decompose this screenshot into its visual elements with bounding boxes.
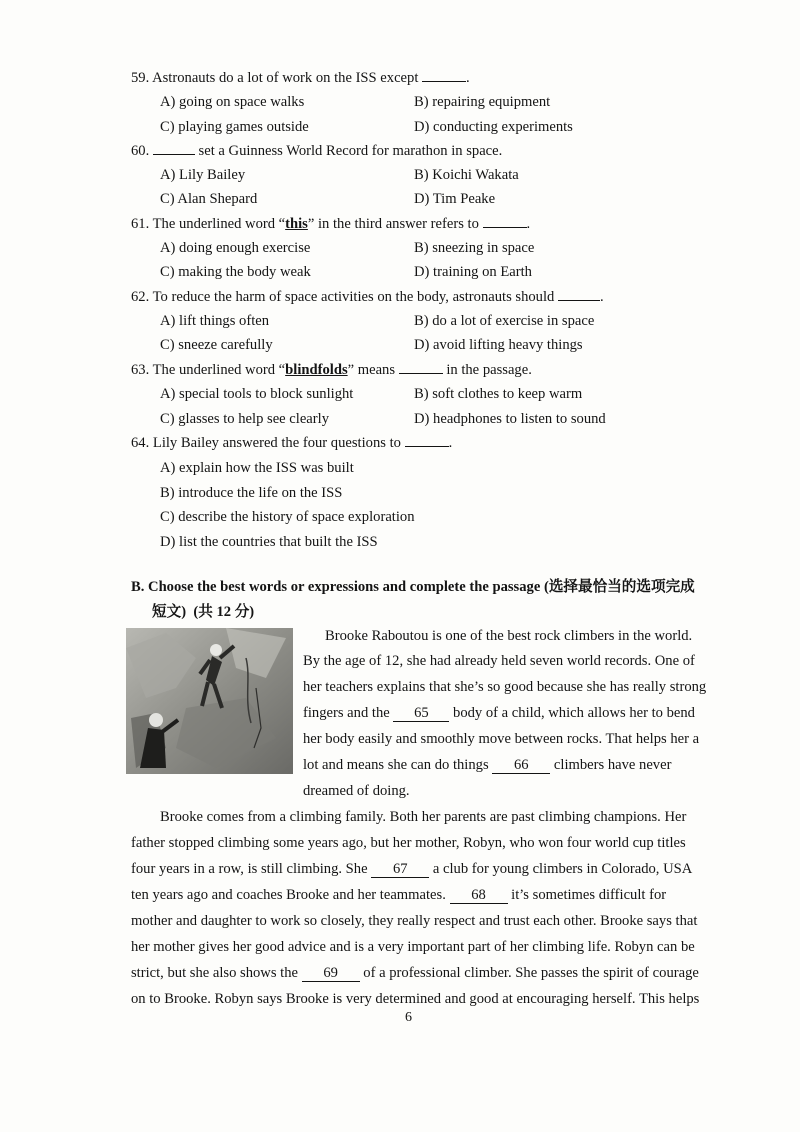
answer-blank xyxy=(153,141,195,155)
answer-blank xyxy=(405,433,449,447)
passage-line: on to Brooke. Robyn says Brooke is very determined and good at encouraging herself. This helps xyxy=(131,991,700,1007)
option-d: D) headphones to listen to sound xyxy=(414,411,606,427)
question-64 xyxy=(131,433,452,453)
answer-blank xyxy=(399,360,443,374)
passage-line-gap68 xyxy=(131,885,666,905)
question-59 xyxy=(131,68,470,88)
question-stem-end: . xyxy=(599,289,604,305)
passage-text: strict, but she also shows the xyxy=(131,965,302,981)
question-stem: To reduce the harm of space activities on the body, astronauts should xyxy=(152,289,558,305)
option-a: A) going on space walks xyxy=(160,94,305,110)
answer-blank xyxy=(483,214,527,228)
option-a: A) lift things often xyxy=(160,313,270,329)
passage-line: Brooke Raboutou is one of the best rock climbers in the world. xyxy=(325,628,693,644)
option-c: C) glasses to help see clearly xyxy=(160,411,329,427)
option-c: C) sneeze carefully xyxy=(160,337,273,353)
option-b: B) do a lot of exercise in space xyxy=(414,313,595,329)
question-62 xyxy=(131,287,604,307)
passage-line: By the age of 12, she had already held seven world records. One of xyxy=(303,653,695,669)
answer-blank xyxy=(422,68,466,82)
gap-68: 68 xyxy=(450,888,508,904)
question-63 xyxy=(131,360,532,380)
option-b: B) sneezing in space xyxy=(414,240,535,256)
passage-line: mother and daughter to work so closely, they really respect and trust each other. Brooke says that xyxy=(131,913,698,929)
passage-line-gap69 xyxy=(131,963,699,983)
passage-text: body of a child, which allows her to bend xyxy=(449,705,695,721)
option-c: C) Alan Shepard xyxy=(160,191,258,207)
question-stem-end: . xyxy=(526,216,531,232)
option-b: B) introduce the life on the ISS xyxy=(160,485,343,501)
passage-line: dreamed of doing. xyxy=(303,783,410,799)
question-number: 60. xyxy=(131,143,150,159)
gap-65: 65 xyxy=(393,706,449,722)
option-b: B) soft clothes to keep warm xyxy=(414,386,583,402)
question-number: 59. xyxy=(131,70,150,86)
question-61 xyxy=(131,214,530,234)
gap-69: 69 xyxy=(302,966,360,982)
passage-text: it’s sometimes difficult for xyxy=(507,887,667,903)
option-c: C) describe the history of space exploration xyxy=(160,509,415,525)
option-d: D) conducting experiments xyxy=(414,119,573,135)
option-b: B) Koichi Wakata xyxy=(414,167,519,183)
passage-text: fingers and the xyxy=(303,705,394,721)
question-stem: Lily Bailey answered the four questions to xyxy=(152,435,405,451)
section-b-heading: B. Choose the best words or expressions and complete the passage (选择最恰当的选项完成 xyxy=(131,579,695,595)
question-number: 63. xyxy=(131,362,150,378)
question-60 xyxy=(131,141,502,161)
underlined-word: blindfolds xyxy=(285,362,348,378)
passage-line-gap66 xyxy=(303,755,671,775)
passage-line: her teachers explains that she’s so good because she has really strong xyxy=(303,679,707,695)
question-stem: set a Guinness World Record for marathon in space. xyxy=(194,143,503,159)
passage-text: a club for young climbers in Colorado, USA xyxy=(429,861,693,877)
option-d: D) Tim Peake xyxy=(414,191,496,207)
option-d: D) training on Earth xyxy=(414,264,532,280)
option-a: A) Lily Bailey xyxy=(160,167,246,183)
passage-text: lot and means she can do things xyxy=(303,757,493,773)
option-a: A) special tools to block sunlight xyxy=(160,386,354,402)
question-stem: Astronauts do a lot of work on the ISS except xyxy=(152,70,423,86)
option-c: C) playing games outside xyxy=(160,119,309,135)
passage-line: her body easily and smoothly move between rocks. That helps her a xyxy=(303,731,700,747)
section-b-heading-cont: 短文) (共 12 分) xyxy=(152,604,255,620)
passage-text: of a professional climber. She passes the spirit of courage xyxy=(359,965,699,981)
option-d: D) list the countries that built the ISS xyxy=(160,534,378,550)
option-a: A) doing enough exercise xyxy=(160,240,311,256)
passage-line: father stopped climbing some years ago, but her mother, Robyn, who won four world cup titles xyxy=(131,835,686,851)
page-number: 6 xyxy=(405,1010,412,1025)
passage-text: ten years ago and coaches Brooke and her teammates. xyxy=(131,887,450,903)
passage-text: climbers have never xyxy=(550,757,672,773)
passage-line: Brooke comes from a climbing family. Both her parents are past climbing champions. Her xyxy=(160,809,687,825)
option-a: A) explain how the ISS was built xyxy=(160,460,354,476)
question-stem: The underlined word “ xyxy=(152,362,286,378)
passage-line: her mother gives her good advice and is a very important part of her climbing life. Robyn can be xyxy=(131,939,695,955)
rock-climbing-photo xyxy=(126,628,293,774)
answer-blank xyxy=(558,287,600,301)
rock-climbers-image xyxy=(126,628,293,774)
question-stem-end: . xyxy=(448,435,453,451)
gap-67: 67 xyxy=(371,862,429,878)
question-stem-end: in the passage. xyxy=(442,362,532,378)
question-stem-cont: ” means xyxy=(347,362,399,378)
option-b: B) repairing equipment xyxy=(414,94,551,110)
option-c: C) making the body weak xyxy=(160,264,311,280)
question-stem: The underlined word “ xyxy=(152,216,286,232)
passage-text: four years in a row, is still climbing. She xyxy=(131,861,372,877)
question-number: 62. xyxy=(131,289,150,305)
question-number: 61. xyxy=(131,216,150,232)
passage-line-gap65 xyxy=(303,703,695,723)
option-d: D) avoid lifting heavy things xyxy=(414,337,583,353)
question-number: 64. xyxy=(131,435,150,451)
gap-66: 66 xyxy=(492,758,550,774)
question-stem-cont: ” in the third answer refers to xyxy=(307,216,483,232)
question-stem-end: . xyxy=(466,70,470,86)
passage-line-gap67 xyxy=(131,859,692,879)
underlined-word: this xyxy=(285,216,308,232)
